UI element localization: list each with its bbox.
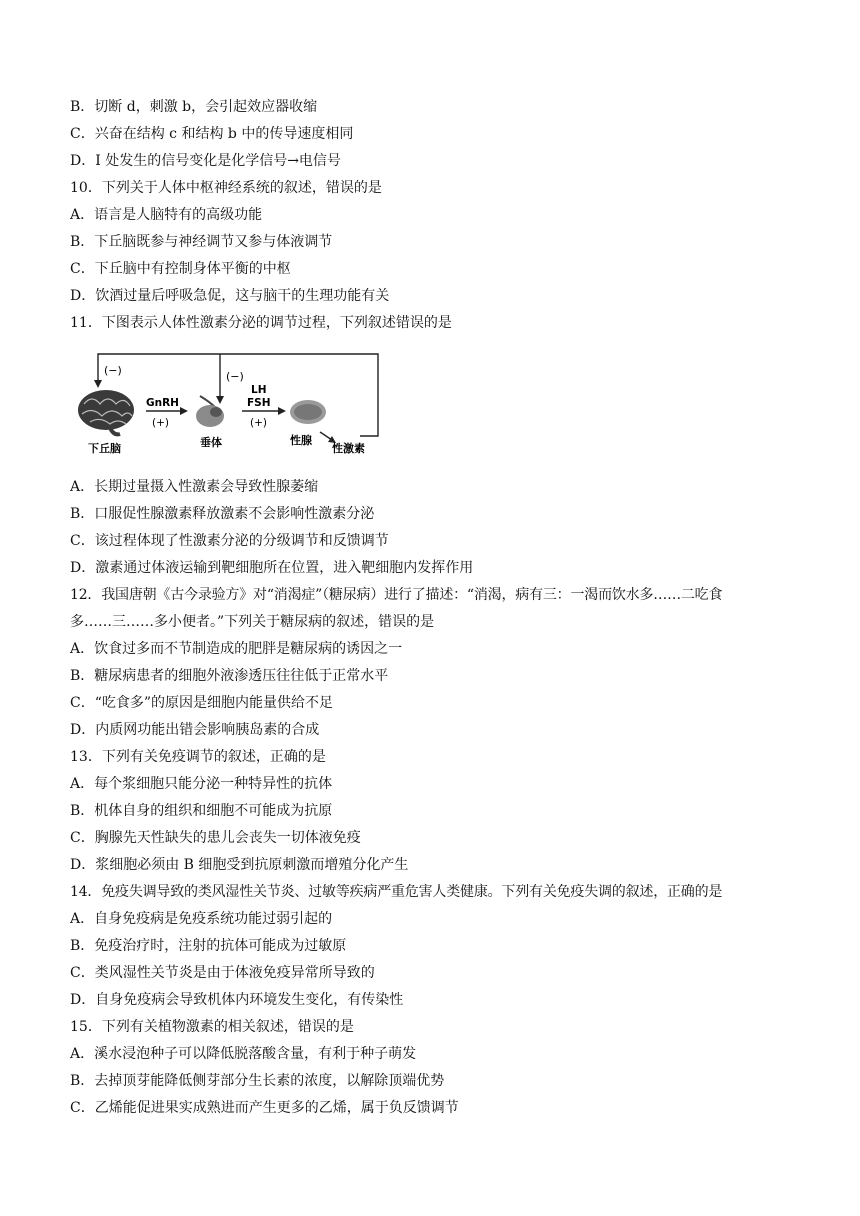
hormone-regulation-figure	[70, 348, 382, 458]
plus-label-2: (+)	[250, 417, 267, 429]
q14-stem: 14．免疫失调导致的类风湿性关节炎、过敏等疾病严重危害人类健康。下列有关免疫失调的叙述，正确的是	[70, 884, 723, 900]
q11-stem: 11．下图表示人体性激素分泌的调节过程，下列叙述错误的是	[70, 315, 452, 331]
q10-option-c: C．下丘脑中有控制身体平衡的中枢	[70, 261, 291, 277]
q13-stem: 13．下列有关免疫调节的叙述，正确的是	[70, 749, 326, 765]
minus-label-1: (−)	[104, 364, 122, 377]
gonad-icon	[290, 400, 326, 424]
q9-option-c: C．兴奋在结构 c 和结构 b 中的传导速度相同	[70, 126, 354, 142]
q11-option-d: D．激素通过体液运输到靶细胞所在位置，进入靶细胞内发挥作用	[70, 560, 474, 576]
q13-option-b: B．机体自身的组织和细胞不可能成为抗原	[70, 803, 333, 819]
q10-option-b: B．下丘脑既参与神经调节又参与体液调节	[70, 234, 333, 250]
q14-option-d: D．自身免疫病会导致机体内环境发生变化，有传染性	[70, 992, 404, 1008]
q10-stem: 10．下列关于人体中枢神经系统的叙述，错误的是	[70, 180, 382, 196]
q10-option-a: A．语言是人脑特有的高级功能	[70, 207, 263, 223]
q13-option-d: D．浆细胞必须由 B 细胞受到抗原刺激而增殖分化产生	[70, 857, 409, 873]
q15-stem: 15．下列有关植物激素的相关叙述，错误的是	[70, 1019, 354, 1035]
q10-option-d: D．饮酒过量后呼吸急促，这与脑干的生理功能有关	[70, 288, 390, 304]
q13-option-a: A．每个浆细胞只能分泌一种特异性的抗体	[70, 776, 333, 792]
q9-option-b: B．切断 d，刺激 b，会引起效应器收缩	[70, 99, 318, 115]
gonad-label: 性腺	[290, 434, 312, 447]
pituitary-label: 垂体	[200, 436, 222, 449]
q11-option-b: B．口服促性腺激素释放激素不会影响性激素分泌	[70, 506, 375, 522]
lh-label: LH	[251, 384, 267, 396]
q9-option-d: D．I 处发生的信号变化是化学信号→电信号	[70, 153, 341, 169]
fsh-label: FSH	[247, 397, 271, 409]
q15-option-a: A．溪水浸泡种子可以降低脱落酸含量，有利于种子萌发	[70, 1046, 417, 1062]
plus-label-1: (+)	[152, 417, 169, 429]
q15-option-b: B．去掉顶芽能降低侧芽部分生长素的浓度，以解除顶端优势	[70, 1073, 445, 1089]
gnrh-label: GnRH	[146, 397, 179, 409]
q13-option-c: C．胸腺先天性缺失的患儿会丧失一切体液免疫	[70, 830, 361, 846]
q12-stem-line-2: 多……三……多小便者。”下列关于糖尿病的叙述，错误的是	[70, 614, 435, 630]
q12-option-a: A．饮食过多而不节制造成的肥胖是糖尿病的诱因之一	[70, 641, 403, 657]
q15-option-c: C．乙烯能促进果实成熟进而产生更多的乙烯，属于负反馈调节	[70, 1100, 459, 1116]
hypothalamus-label: 下丘脑	[88, 442, 121, 455]
q12-option-c: C．“吃食多”的原因是细胞内能量供给不足	[70, 695, 334, 711]
q12-stem-line-1: 12．我国唐朝《古今录验方》对“消渴症”（糖尿病）进行了描述：“消渴，病有三：一渴而饮水多……二吃食	[70, 587, 723, 603]
q14-option-c: C．类风湿性关节炎是由于体液免疫异常所导致的	[70, 965, 375, 981]
q12-option-d: D．内质网功能出错会影响胰岛素的合成	[70, 722, 320, 738]
sex-hormone-label: 性激素	[332, 442, 365, 455]
q12-option-b: B．糖尿病患者的细胞外液渗透压往往低于正常水平	[70, 668, 389, 684]
q11-option-c: C．该过程体现了性激素分泌的分级调节和反馈调节	[70, 533, 389, 549]
brain-icon	[78, 390, 134, 434]
q11-option-a: A．长期过量摄入性激素会导致性腺萎缩	[70, 479, 319, 495]
q14-option-b: B．免疫治疗时，注射的抗体可能成为过敏原	[70, 938, 347, 954]
minus-label-2: (−)	[226, 370, 244, 383]
q14-option-a: A．自身免疫病是免疫系统功能过弱引起的	[70, 911, 333, 927]
